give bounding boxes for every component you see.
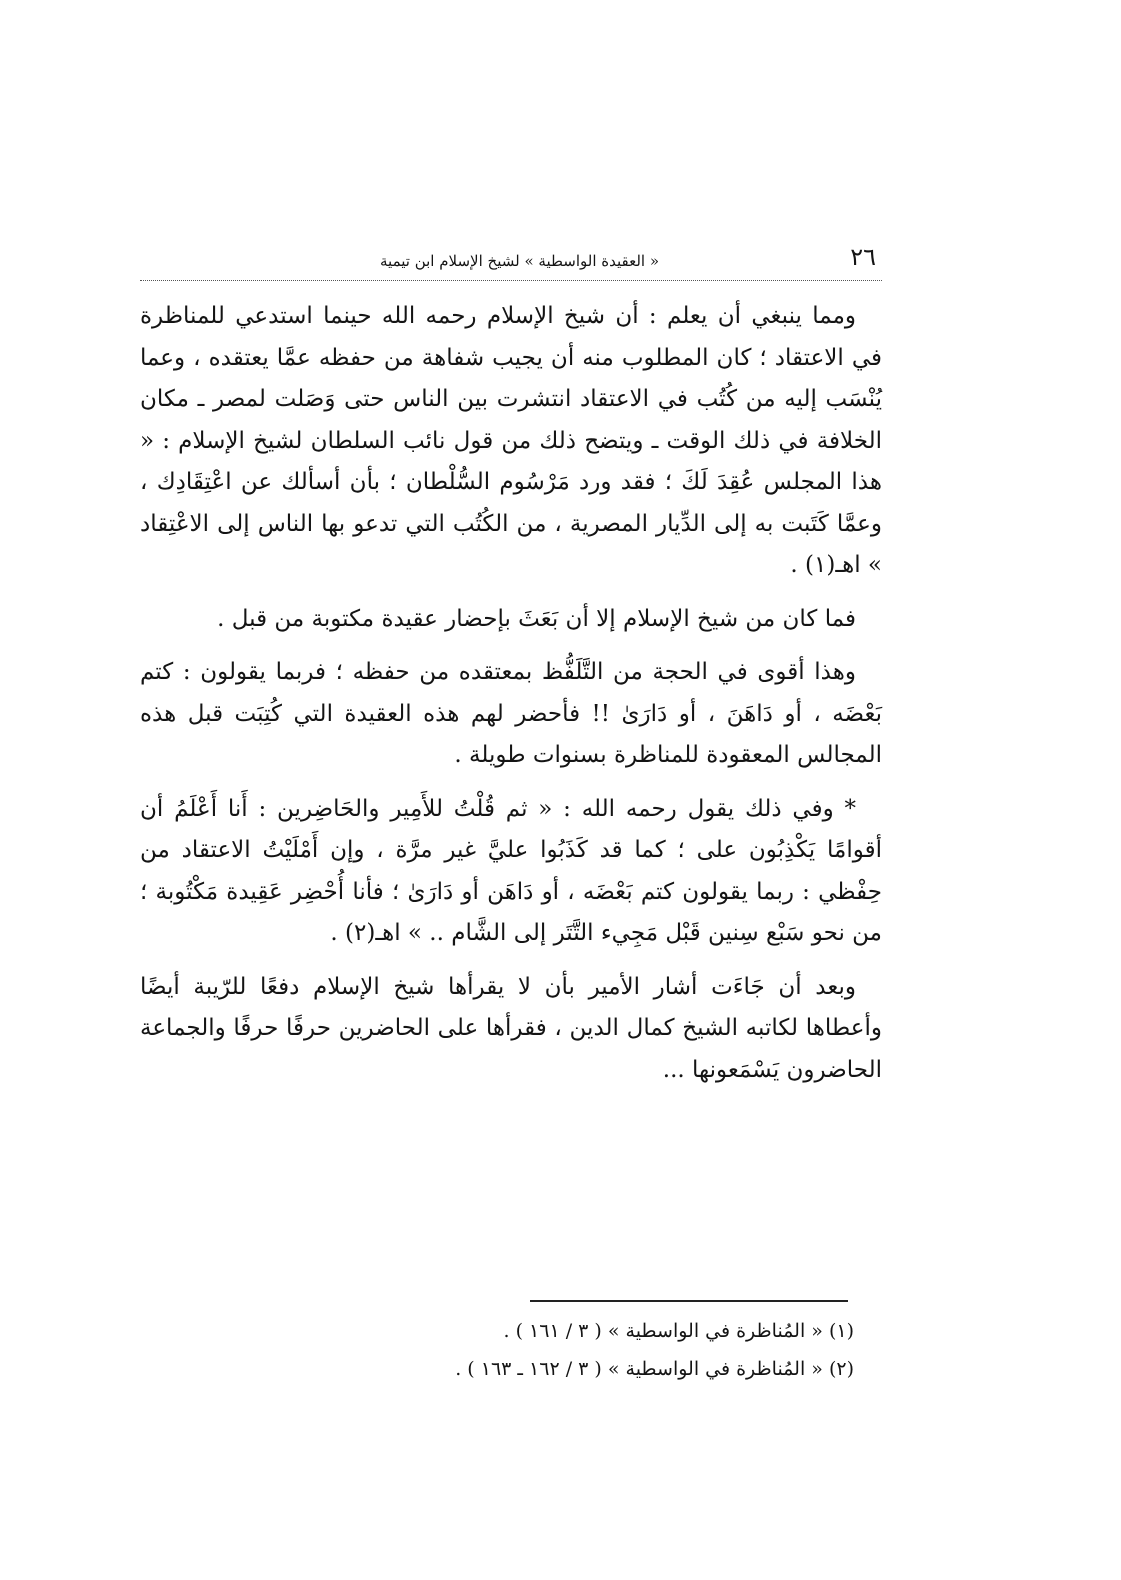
footnote-1: (١) « المُناظرة في الواسطية » ( ٣ / ١٦١ ) . xyxy=(503,1320,854,1342)
paragraph-1: ومما ينبغي أن يعلم : أن شيخ الإسلام رحمه الله حينما استدعي للمناظرة في الاعتقاد ؛ كان المطلوب منه أن يجيب شفاهة من حفظه عمَّا يعتقده ، وعما يُنْسَب إليه من كُتُب في الاعتقاد انتشرت بين الناس حتى وَصَلت لمصر ـ مكان الخلافة في ذلك الوقت ـ ويتضح ذلك من قول نائب السلطان لشيخ الإسلام : « هذا المجلس عُقِدَ لَكَ ؛ فقد ورد مَرْسُوم السُّلْطان ؛ بأن أسألك عن اعْتِقَادِك ، وعمَّا كَتَبت به إلى الدِّيار المصرية ، من الكُتُب التي تدعو بها الناس إلى الاعْتِقاد » اهـ(١) . xyxy=(140,303,882,578)
running-title: « العقيدة الواسطية » لشيخ الإسلام ابن تيمية xyxy=(380,252,660,270)
paragraph-5: وبعد أن جَاءَت أشار الأمير بأن لا يقرأها شيخ الإسلام دفعًا للرّيبة أيضًا وأعطاها لكاتبه الشيخ كمال الدين ، فقرأها على الحاضرين حرفًا حرفًا والجماعة الحاضرون يَسْمَعونها ... xyxy=(140,973,882,1083)
footnote-2: (٢) « المُناظرة في الواسطية » ( ٣ / ١٦٢ ـ ١٦٣ ) . xyxy=(455,1358,854,1380)
header-rule xyxy=(140,280,882,281)
paragraph-4: * وفي ذلك يقول رحمه الله : « ثم قُلْتُ للأَمِير والحَاضِرين : أَنا أَعْلَمُ أن أقوامًا يَكْذِبُون على ؛ كما قد كَذَبُوا عليَّ غير مرَّة ، وإن أَمْلَيْتُ الاعتقاد من حِفْظي : ربما يقولون كتم بَعْضَه ، أو دَاهَن أو دَارَىٰ ؛ فأنا أُحْضِر عَقِيدة مَكْتُوبة ؛ من نحو سَبْع سِنين قَبْل مَجِيء التَّتَر إلى الشَّام .. » اهـ(٢) . xyxy=(140,795,882,946)
footnote-rule xyxy=(530,1300,848,1302)
footnotes xyxy=(140,1312,882,1388)
paragraph-3: وهذا أقوى في الحجة من التَّلَفُّظ بمعتقده من حفظه ؛ فربما يقولون : كتم بَعْضَه ، أو دَاهَنَ ، أو دَارَىٰ !! فأحضر لهم هذه العقيدة التي كُتِبَت قبل هذه المجالس المعقودة للمناظرة بسنوات طويلة . xyxy=(140,659,882,768)
running-header xyxy=(140,242,880,276)
paragraph-2: فما كان من شيخ الإسلام إلا أن بَعَثَ بإحضار عقيدة مكتوبة من قبل . xyxy=(217,605,856,632)
main-text xyxy=(140,296,882,1103)
page-number: ٢٦ xyxy=(850,243,876,271)
